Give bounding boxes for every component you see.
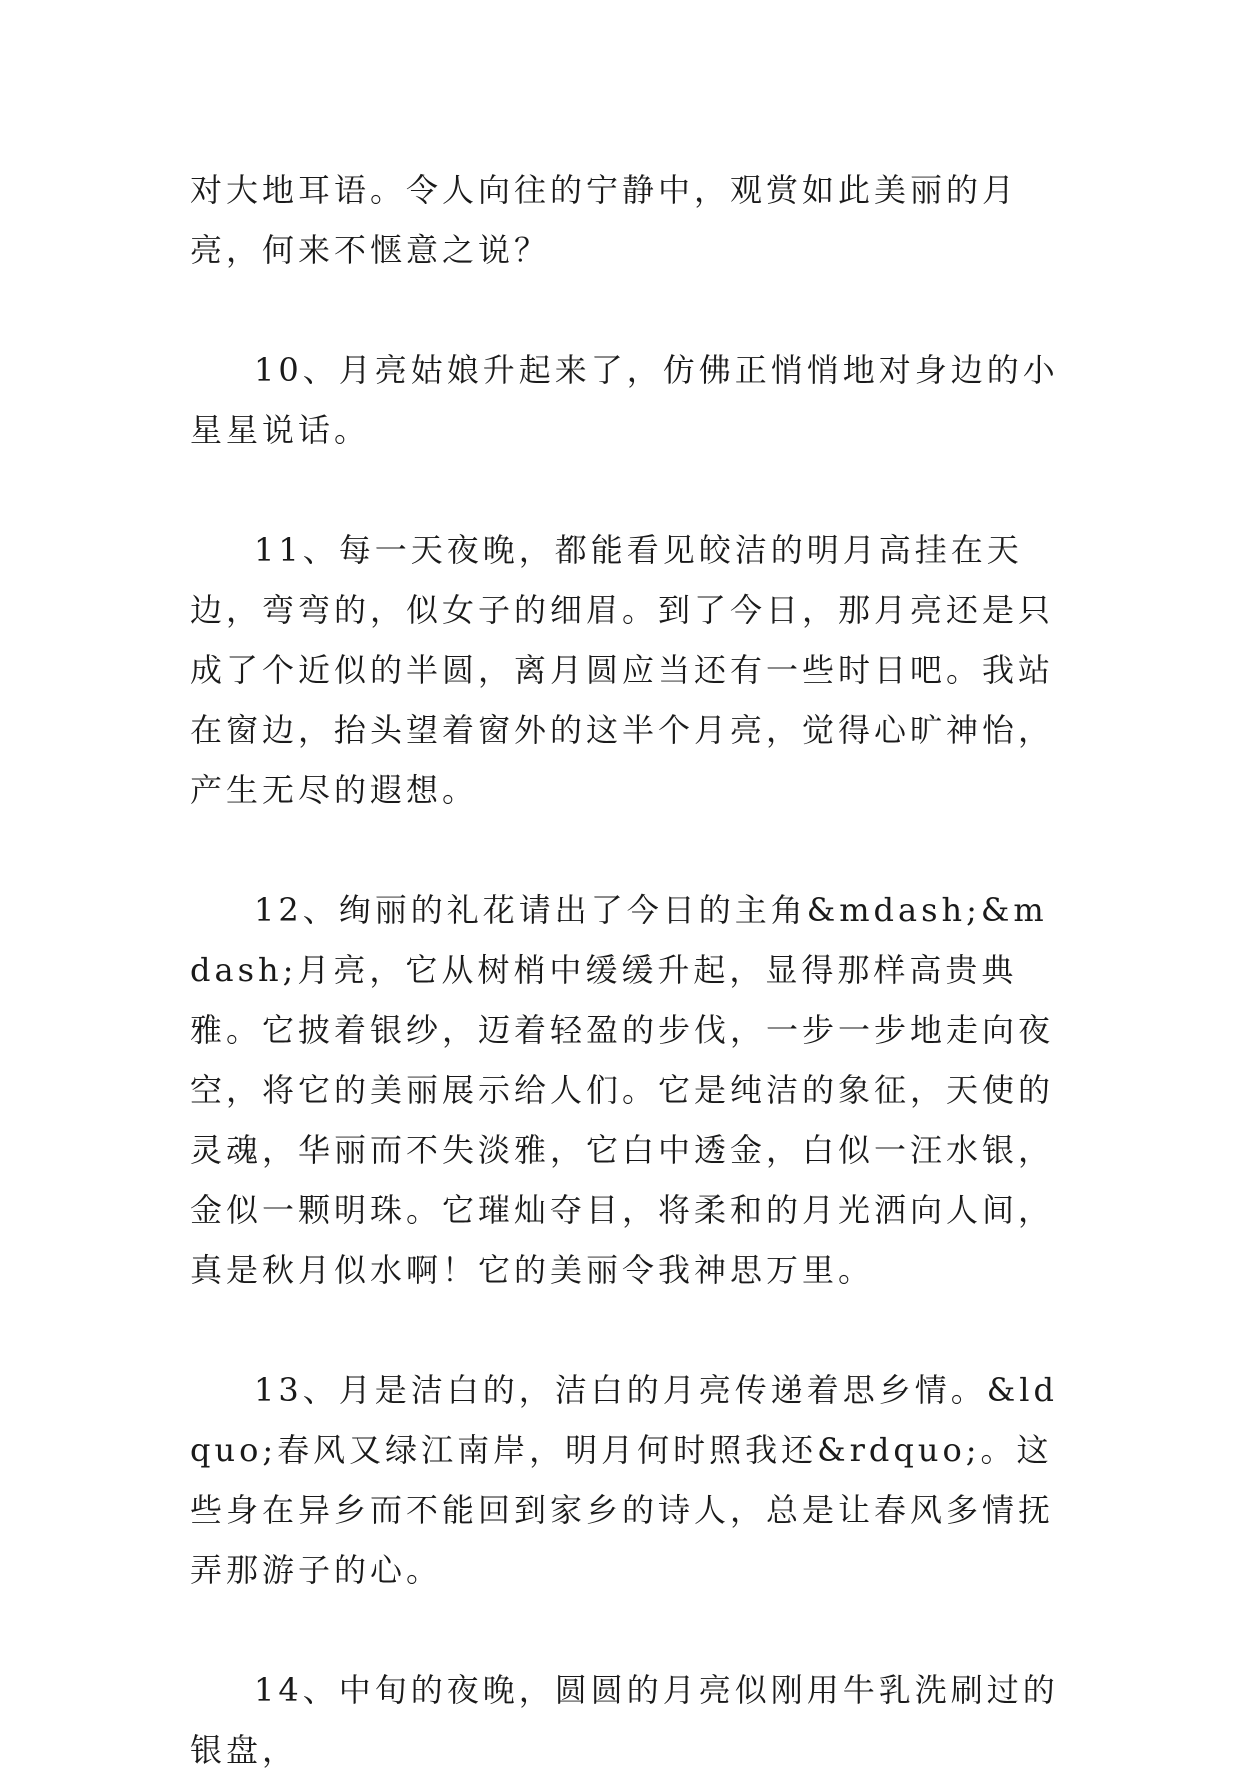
paragraph-10: 10、月亮姑娘升起来了，仿佛正悄悄地对身边的小星星说话。: [190, 351, 1059, 449]
paragraph-gap: [190, 820, 1070, 880]
paragraph-gap: [190, 1300, 1070, 1360]
paragraph-gap: [190, 460, 1070, 520]
paragraph-14: 14、中旬的夜晚，圆圆的月亮似刚用牛乳洗刷过的银盘，: [190, 1671, 1059, 1769]
paragraph-13: 13、月是洁白的，洁白的月亮传递着思乡情。&ldquo;春风又绿江南岸，明月何时照我还&rdquo;。这些身在异乡而不能回到家乡的诗人，总是让春风多情抚弄那游子的心。: [190, 1371, 1058, 1589]
document-body: [190, 160, 1070, 1780]
paragraph-continuation: 对大地耳语。令人向往的宁静中，观赏如此美丽的月亮，何来不惬意之说？: [190, 171, 1019, 269]
paragraph-gap: [190, 1600, 1070, 1660]
paragraph-12: 12、绚丽的礼花请出了今日的主角&mdash;&mdash;月亮，它从树梢中缓缓升起，显得那样高贵典雅。它披着银纱，迈着轻盈的步伐，一步一步地走向夜空，将它的美丽展示给人们。它是纯洁的象征，天使的灵魂，华丽而不失淡雅，它白中透金，白似一汪水银，金似一颗明珠。它璀灿夺目，将柔和的月光洒向人间，真是秋月似水啊！它的美丽令我神思万里。: [190, 891, 1055, 1289]
paragraph-gap: [190, 280, 1070, 340]
paragraph-11: 11、每一天夜晚，都能看见皎洁的明月高挂在天边，弯弯的，似女子的细眉。到了今日，那月亮还是只成了个近似的半圆，离月圆应当还有一些时日吧。我站在窗边，抬头望着窗外的这半个月亮，觉得心旷神怡，产生无尽的遐想。: [190, 531, 1055, 809]
